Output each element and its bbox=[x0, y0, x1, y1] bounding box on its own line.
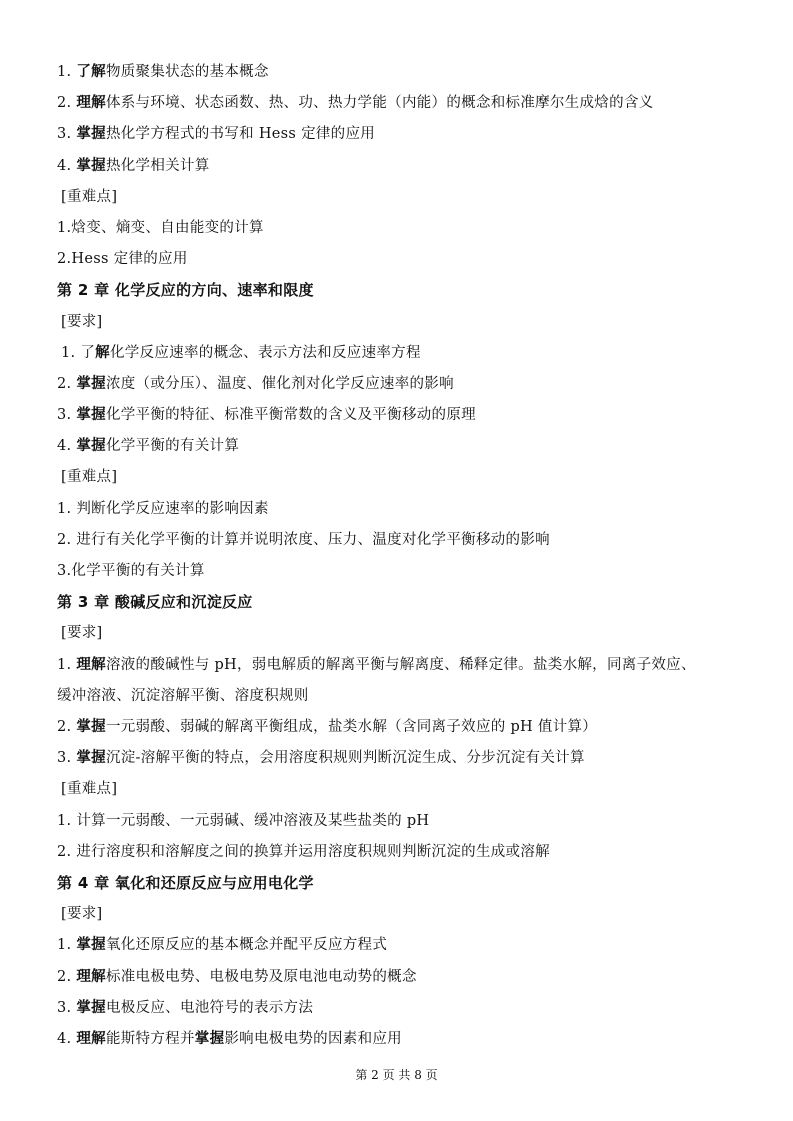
line-text: 3.化学平衡的有关计算 bbox=[57, 563, 205, 579]
line-text: 化学反应速率的概念、表示方法和反应速率方程 bbox=[109, 345, 421, 361]
line-text: [要求] bbox=[61, 625, 103, 641]
section-label bbox=[61, 185, 753, 209]
line-text: 2. 进行溶度积和溶解度之间的换算并运用溶度积规则判断沉淀的生成或溶解 bbox=[57, 844, 550, 860]
line-text: 化学平衡的特征、标准平衡常数的含义及平衡移动的原理 bbox=[105, 407, 476, 423]
objective-line bbox=[57, 60, 753, 84]
line-text: 热化学相关计算 bbox=[105, 158, 210, 174]
line-text: 1. 计算一元弱酸、一元弱碱、缓冲溶液及某些盐类的 pH bbox=[57, 813, 430, 829]
line-text: 4. bbox=[57, 438, 77, 454]
line-text: 3. bbox=[57, 1000, 77, 1016]
line-text: 1.焓变、熵变、自由能变的计算 bbox=[57, 220, 264, 236]
line-text: 2. bbox=[57, 969, 77, 985]
emphasis-term: 掌握 bbox=[194, 1031, 225, 1047]
emphasis-term: 理解 bbox=[76, 969, 106, 985]
keypoint-line bbox=[57, 528, 753, 552]
line-text: 3. bbox=[57, 407, 77, 423]
line-text: 第 4 章 氧化和还原反应与应用电化学 bbox=[57, 874, 314, 892]
emphasis-term: 理解 bbox=[76, 657, 106, 673]
section-label bbox=[61, 777, 753, 801]
line-text: [要求] bbox=[61, 314, 103, 330]
section-label bbox=[61, 310, 753, 334]
objective-line bbox=[61, 341, 753, 365]
emphasis-term: 理解 bbox=[76, 1031, 106, 1047]
section-label bbox=[61, 465, 753, 489]
line-text: 3. bbox=[57, 750, 77, 766]
emphasis-term: 掌握 bbox=[76, 750, 106, 766]
objective-line bbox=[57, 434, 753, 458]
line-text: 溶液的酸碱性与 pH，弱电解质的解离平衡与解离度、稀释定律。盐类水解，同离子效应、 bbox=[105, 657, 696, 673]
emphasis-term: 掌握 bbox=[76, 407, 106, 423]
chapter-heading bbox=[57, 871, 753, 895]
line-text: 浓度（或分压）、温度、催化剂对化学反应速率的影响 bbox=[105, 376, 454, 392]
objective-line bbox=[57, 933, 753, 957]
line-text: [重难点] bbox=[61, 189, 118, 205]
line-text: 体系与环境、状态函数、热、功、热力学能（内能）的概念和标准摩尔生成焓的含义 bbox=[105, 95, 654, 111]
objective-line bbox=[57, 996, 753, 1020]
keypoint-line bbox=[57, 840, 753, 864]
section-label bbox=[61, 621, 753, 645]
keypoint-line bbox=[57, 809, 753, 833]
line-text: 能斯特方程并 bbox=[105, 1031, 195, 1047]
keypoint-line bbox=[57, 497, 753, 521]
emphasis-term: 掌握 bbox=[76, 937, 106, 953]
objective-line bbox=[57, 715, 753, 739]
line-text: 1. bbox=[57, 937, 77, 953]
chapter-heading bbox=[57, 278, 753, 302]
line-text: 4. bbox=[57, 1031, 77, 1047]
objective-line bbox=[57, 403, 753, 427]
line-text: 化学平衡的有关计算 bbox=[105, 438, 240, 454]
line-text: 缓冲溶液、沉淀溶解平衡、溶度积规则 bbox=[57, 688, 309, 704]
line-text: 物质聚集状态的基本概念 bbox=[105, 64, 269, 80]
line-text: [重难点] bbox=[61, 781, 118, 797]
line-text: 影响电极电势的因素和应用 bbox=[224, 1031, 402, 1047]
objective-line-continued bbox=[57, 684, 753, 708]
objective-line bbox=[57, 91, 753, 115]
keypoint-line bbox=[57, 559, 753, 583]
line-text: 4. bbox=[57, 158, 77, 174]
line-text: 热化学方程式的书写和 Hess 定律的应用 bbox=[105, 126, 376, 142]
line-text: 1. 判断化学反应速率的影响因素 bbox=[57, 501, 269, 517]
emphasis-term: 掌握 bbox=[76, 126, 106, 142]
line-text: 2. bbox=[57, 719, 77, 735]
emphasis-term: 掌握 bbox=[76, 158, 106, 174]
emphasis-term: 掌握 bbox=[76, 719, 106, 735]
line-text: 一元弱酸、弱碱的解离平衡组成，盐类水解（含同离子效应的 pH 值计算） bbox=[105, 719, 598, 735]
line-text: 2. bbox=[57, 376, 77, 392]
emphasis-term: 掌握 bbox=[76, 1000, 106, 1016]
objective-line bbox=[57, 154, 753, 178]
line-text: 电极反应、电池符号的表示方法 bbox=[105, 1000, 314, 1016]
objective-line bbox=[57, 965, 753, 989]
line-text: [重难点] bbox=[61, 469, 118, 485]
objective-line bbox=[57, 122, 753, 146]
emphasis-term: 掌握 bbox=[76, 438, 106, 454]
emphasis-term: 理解 bbox=[76, 95, 106, 111]
keypoint-line bbox=[57, 247, 753, 271]
line-text: 1. 了 bbox=[61, 345, 96, 361]
chapter-heading bbox=[57, 590, 753, 614]
line-text: 1. bbox=[57, 64, 77, 80]
section-label bbox=[61, 902, 753, 926]
line-text: 第 3 章 酸碱反应和沉淀反应 bbox=[57, 593, 253, 611]
line-text: 2.Hess 定律的应用 bbox=[57, 251, 188, 267]
objective-line bbox=[57, 653, 753, 677]
objective-line bbox=[57, 372, 753, 396]
line-text: [要求] bbox=[61, 906, 103, 922]
line-text: 标准电极电势、电极电势及原电池电动势的概念 bbox=[105, 969, 417, 985]
objective-line bbox=[57, 746, 753, 770]
line-text: 沉淀-溶解平衡的特点，会用溶度积规则判断沉淀生成、分步沉淀有关计算 bbox=[105, 750, 585, 766]
emphasis-term: 解 bbox=[95, 345, 110, 361]
objective-line bbox=[57, 1027, 753, 1051]
line-text: 2. bbox=[57, 95, 77, 111]
keypoint-line bbox=[57, 216, 753, 240]
page-footer: 第 2 页 共 8 页 bbox=[355, 1068, 438, 1082]
line-text: 2. 进行有关化学平衡的计算并说明浓度、压力、温度对化学平衡移动的影响 bbox=[57, 532, 550, 548]
line-text: 1. bbox=[57, 657, 77, 673]
emphasis-term: 掌握 bbox=[76, 376, 106, 392]
emphasis-term: 了解 bbox=[76, 64, 106, 80]
line-text: 3. bbox=[57, 126, 77, 142]
line-text: 氧化还原反应的基本概念并配平反应方程式 bbox=[105, 937, 388, 953]
line-text: 第 2 章 化学反应的方向、速率和限度 bbox=[57, 281, 314, 299]
